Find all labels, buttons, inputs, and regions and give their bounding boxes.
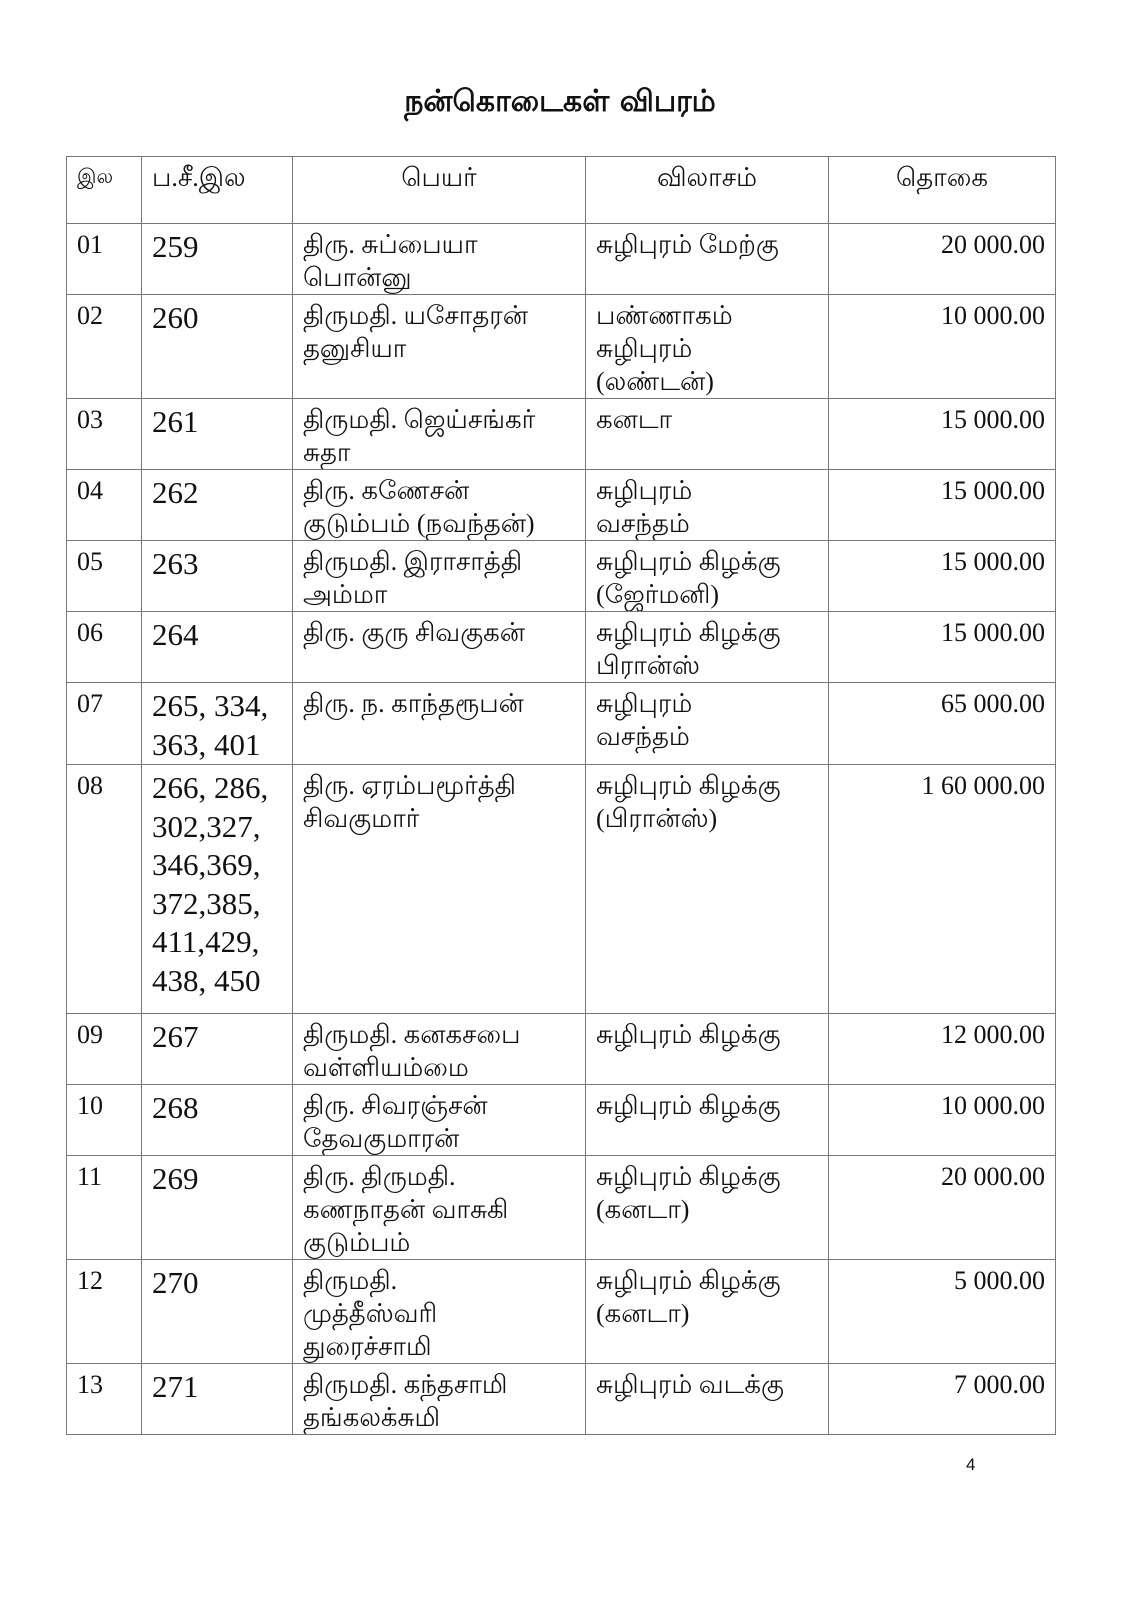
- receipt-no-cell: [142, 1156, 293, 1260]
- receipt-no-cell-line: 270: [152, 1265, 199, 1300]
- address-cell: [586, 1260, 829, 1364]
- name-cell-line: திரு. குரு சிவகுகன்: [303, 618, 525, 647]
- name-cell-line: தனுசியா: [303, 334, 407, 363]
- receipt-no-cell-line: 268: [152, 1090, 199, 1125]
- amount-cell: 15 000.00: [829, 612, 1056, 683]
- name-cell-line: திரு. ந. காந்தரூபன்: [303, 689, 524, 718]
- name-cell-line: குடும்பம் (நவந்தன்): [303, 509, 535, 538]
- name-cell-line: கணநாதன் வாசுகி: [303, 1195, 509, 1224]
- header-amount: தொகை: [829, 157, 1056, 224]
- receipt-no-cell-line: 259: [152, 229, 199, 264]
- amount-cell: 20 000.00: [829, 224, 1056, 295]
- name-cell: [293, 399, 586, 470]
- name-cell-line: திரு. திருமதி.: [303, 1162, 456, 1191]
- table-row: [67, 1364, 1056, 1435]
- serial-cell: 07: [67, 683, 142, 765]
- serial-cell: 02: [67, 295, 142, 399]
- amount-cell: 15 000.00: [829, 399, 1056, 470]
- donations-table: [66, 156, 1056, 1435]
- name-cell-line: குடும்பம்: [303, 1228, 411, 1257]
- address-cell-line: சுழிபுரம் கிழக்கு: [596, 771, 781, 800]
- address-cell: [586, 1364, 829, 1435]
- address-cell-line: (கனடா): [596, 1299, 690, 1328]
- receipt-no-cell: [142, 295, 293, 399]
- serial-cell: 06: [67, 612, 142, 683]
- address-cell-line: வசந்தம்: [596, 722, 690, 751]
- address-cell-line: சுழிபுரம்: [596, 334, 693, 363]
- address-cell-line: (கனடா): [596, 1195, 690, 1224]
- address-cell: [586, 1156, 829, 1260]
- serial-cell: 01: [67, 224, 142, 295]
- amount-cell: 15 000.00: [829, 541, 1056, 612]
- name-cell-line: திரு. ஏரம்பமூர்த்தி: [303, 771, 516, 800]
- address-cell-line: பண்ணாகம்: [596, 301, 733, 330]
- header-serial: இல: [67, 157, 142, 224]
- table-row: [67, 612, 1056, 683]
- address-cell: [586, 541, 829, 612]
- name-cell: [293, 541, 586, 612]
- receipt-no-cell: [142, 683, 293, 765]
- address-cell-line: பிரான்ஸ்: [596, 651, 700, 680]
- name-cell-line: வள்ளியம்மை: [303, 1053, 469, 1082]
- serial-cell: 12: [67, 1260, 142, 1364]
- receipt-no-cell-line: 271: [152, 1369, 199, 1404]
- amount-cell: 1 60 000.00: [829, 765, 1056, 1014]
- receipt-no-cell: [142, 1364, 293, 1435]
- amount-cell: 10 000.00: [829, 1085, 1056, 1156]
- name-cell: [293, 470, 586, 541]
- name-cell-line: திரு. சுப்பையா: [303, 230, 478, 259]
- address-cell-line: சுழிபுரம் கிழக்கு: [596, 1091, 781, 1120]
- address-cell-line: சுழிபுரம் வடக்கு: [596, 1370, 784, 1399]
- name-cell-line: பொன்னு: [303, 263, 412, 292]
- receipt-no-cell: [142, 470, 293, 541]
- serial-cell: 09: [67, 1014, 142, 1085]
- receipt-no-cell-line: 346,369,: [152, 847, 261, 882]
- receipt-no-cell-line: 372,385,: [152, 885, 261, 921]
- table-row: [67, 1014, 1056, 1085]
- name-cell: [293, 295, 586, 399]
- receipt-no-cell: [142, 541, 293, 612]
- table-row: [67, 1085, 1056, 1156]
- receipt-no-cell: [142, 612, 293, 683]
- name-cell: [293, 683, 586, 765]
- table-row: [67, 1156, 1056, 1260]
- receipt-no-cell-line: 363, 401: [152, 726, 261, 762]
- name-cell: [293, 765, 586, 1014]
- receipt-no-cell-line: 263: [152, 546, 199, 581]
- name-cell: [293, 1156, 586, 1260]
- address-cell-line: சுழிபுரம்: [596, 476, 693, 505]
- receipt-no-cell-line: 260: [152, 300, 199, 335]
- name-cell: [293, 1364, 586, 1435]
- receipt-no-cell-line: 269: [152, 1161, 199, 1196]
- address-cell: [586, 295, 829, 399]
- receipt-no-cell: [142, 765, 293, 1014]
- name-cell-line: திருமதி. கந்தசாமி: [303, 1370, 508, 1399]
- receipt-no-cell: [142, 1260, 293, 1364]
- name-cell-line: திரு. கணேசன்: [303, 476, 470, 505]
- table-row: [67, 399, 1056, 470]
- name-cell-line: அம்மா: [303, 580, 388, 609]
- name-cell-line: திருமதி.: [303, 1266, 398, 1295]
- amount-cell: 65 000.00: [829, 683, 1056, 765]
- amount-cell: 15 000.00: [829, 470, 1056, 541]
- address-cell-line: சுழிபுரம் கிழக்கு: [596, 1020, 781, 1049]
- receipt-no-cell-line: 267: [152, 1019, 199, 1054]
- receipt-no-cell-line: 265, 334,: [152, 688, 269, 723]
- address-cell-line: (பிரான்ஸ்): [596, 804, 718, 833]
- name-cell-line: திரு. சிவரஞ்சன்: [303, 1091, 488, 1120]
- name-cell-line: திருமதி. ஜெய்சங்கர்: [303, 405, 536, 434]
- receipt-no-cell-line: 411,429,: [152, 924, 260, 959]
- receipt-no-cell-line: 264: [152, 617, 199, 652]
- page-number: 4: [966, 1455, 976, 1474]
- table-row: [67, 1260, 1056, 1364]
- address-cell-line: சுழிபுரம் கிழக்கு: [596, 547, 781, 576]
- receipt-no-cell-line: 261: [152, 404, 199, 439]
- receipt-no-cell-line: 266, 286,: [152, 770, 269, 805]
- name-cell-line: சுதா: [303, 438, 351, 467]
- address-cell: [586, 612, 829, 683]
- page-title: நன்கொடைகள் விபரம்: [404, 84, 716, 119]
- serial-cell: 04: [67, 470, 142, 541]
- name-cell: [293, 1014, 586, 1085]
- header-row: [67, 157, 1056, 224]
- address-cell: [586, 399, 829, 470]
- name-cell-line: தேவகுமாரன்: [303, 1124, 460, 1153]
- table-row: [67, 295, 1056, 399]
- name-cell-line: சிவகுமார்: [303, 804, 420, 833]
- table-row: [67, 224, 1056, 295]
- table-row: [67, 765, 1056, 1014]
- receipt-no-cell-line: 438, 450: [152, 962, 261, 998]
- address-cell: [586, 1085, 829, 1156]
- serial-cell: 13: [67, 1364, 142, 1435]
- address-cell-line: வசந்தம்: [596, 509, 690, 538]
- name-cell-line: திருமதி. இராசாத்தி: [303, 547, 523, 576]
- amount-cell: 10 000.00: [829, 295, 1056, 399]
- address-cell-line: சுழிபுரம் கிழக்கு: [596, 618, 781, 647]
- name-cell: [293, 224, 586, 295]
- header-name: பெயர்: [293, 157, 586, 224]
- header-receipt-no: ப.சீ.இல: [142, 157, 293, 224]
- receipt-no-cell: [142, 399, 293, 470]
- receipt-no-cell: [142, 1014, 293, 1085]
- address-cell-line: சுழிபுரம் மேற்கு: [596, 230, 779, 259]
- receipt-no-cell-line: 302,327,: [152, 808, 261, 844]
- address-cell-line: (ஜேர்மனி): [596, 580, 720, 609]
- address-cell: [586, 683, 829, 765]
- serial-cell: 11: [67, 1156, 142, 1260]
- address-cell: [586, 1014, 829, 1085]
- amount-cell: 5 000.00: [829, 1260, 1056, 1364]
- receipt-no-cell: [142, 224, 293, 295]
- name-cell: [293, 612, 586, 683]
- name-cell-line: திருமதி. யசோதரன்: [303, 301, 528, 330]
- name-cell: [293, 1085, 586, 1156]
- address-cell-line: சுழிபுரம் கிழக்கு: [596, 1266, 781, 1295]
- address-cell-line: சுழிபுரம் கிழக்கு: [596, 1162, 781, 1191]
- serial-cell: 05: [67, 541, 142, 612]
- address-cell-line: கனடா: [596, 405, 673, 434]
- address-cell: [586, 765, 829, 1014]
- receipt-no-cell-line: 262: [152, 475, 199, 510]
- address-cell-line: (லண்டன்): [596, 367, 714, 396]
- address-cell-line: சுழிபுரம்: [596, 689, 693, 718]
- table-row: [67, 470, 1056, 541]
- serial-cell: 10: [67, 1085, 142, 1156]
- table-row: [67, 683, 1056, 765]
- name-cell-line: துரைச்சாமி: [303, 1332, 432, 1361]
- table-row: [67, 541, 1056, 612]
- header-address: விலாசம்: [586, 157, 829, 224]
- serial-cell: 08: [67, 765, 142, 1014]
- receipt-no-cell: [142, 1085, 293, 1156]
- amount-cell: 20 000.00: [829, 1156, 1056, 1260]
- amount-cell: 12 000.00: [829, 1014, 1056, 1085]
- address-cell: [586, 470, 829, 541]
- amount-cell: 7 000.00: [829, 1364, 1056, 1435]
- name-cell: [293, 1260, 586, 1364]
- address-cell: [586, 224, 829, 295]
- serial-cell: 03: [67, 399, 142, 470]
- name-cell-line: தங்கலக்சுமி: [303, 1403, 441, 1432]
- name-cell-line: திருமதி. கனகசபை: [303, 1020, 521, 1049]
- name-cell-line: முத்தீஸ்வரி: [303, 1299, 438, 1328]
